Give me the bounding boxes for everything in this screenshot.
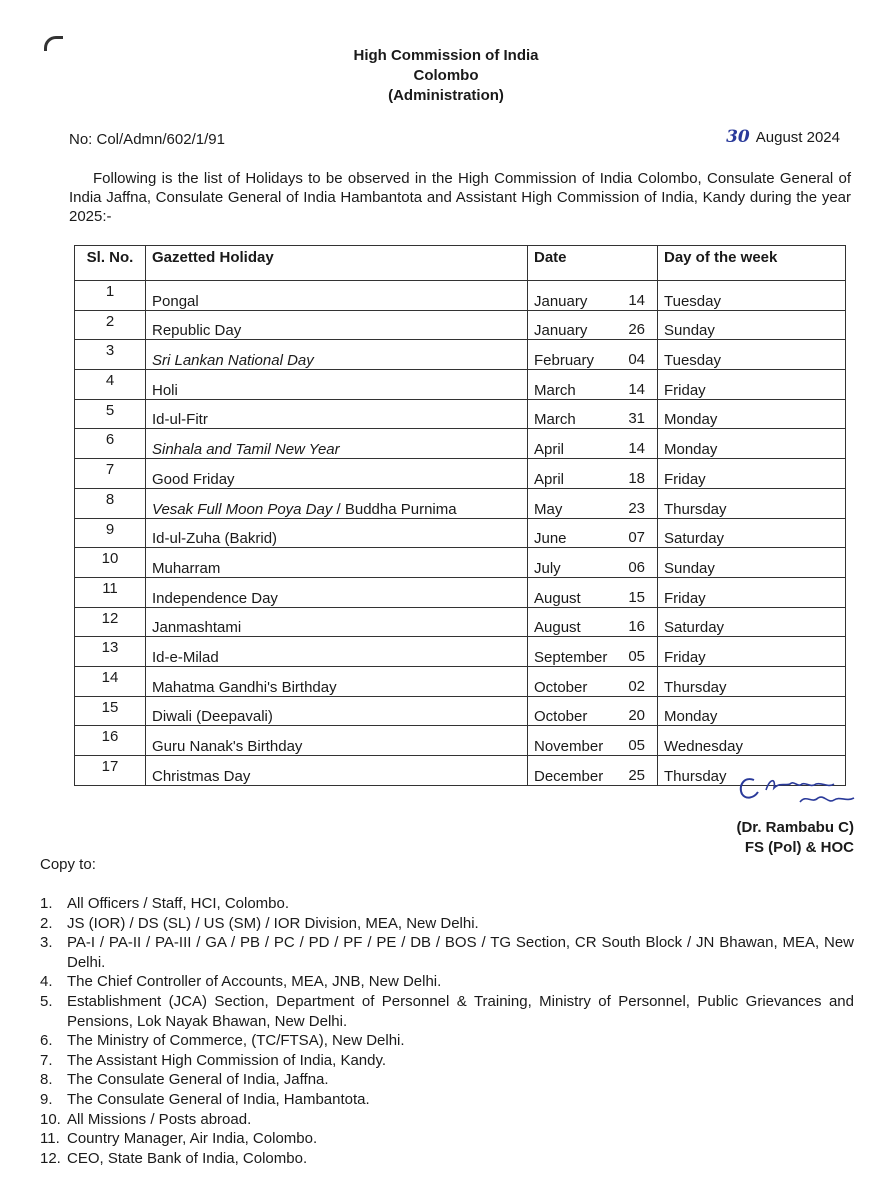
table-row	[75, 429, 846, 459]
cell-date	[528, 548, 658, 578]
date-day: 23	[628, 499, 645, 517]
date-month: June	[534, 530, 567, 548]
signatory	[736, 818, 854, 858]
list-item	[40, 1129, 854, 1149]
copy-to-list	[40, 894, 854, 1168]
cell-weekday: Friday	[658, 637, 846, 667]
table-row	[75, 340, 846, 370]
letterhead-line-1: High Commission of India	[353, 47, 539, 64]
date-month: January	[534, 292, 588, 310]
date-month: August	[534, 589, 581, 607]
cell-weekday: Saturday	[658, 607, 846, 637]
reference-number: No: Col/Admn/602/1/91	[69, 131, 225, 148]
cell-weekday: Sunday	[658, 548, 846, 578]
cell-holiday	[146, 637, 528, 667]
list-item-text: Country Manager, Air India, Colombo.	[67, 1130, 318, 1148]
list-item-text: CEO, State Bank of India, Colombo.	[67, 1149, 308, 1167]
cell-weekday: Friday	[658, 459, 846, 489]
holiday-name: Pongal	[152, 292, 199, 310]
cell-holiday	[146, 281, 528, 311]
cell-date	[528, 399, 658, 429]
signature	[736, 772, 866, 812]
holiday-name-italic: Sri Lankan National Day	[152, 352, 314, 370]
list-item-text: All Officers / Staff, HCI, Colombo.	[67, 895, 290, 912]
cell-weekday: Thursday	[658, 488, 846, 518]
date-month: October	[534, 678, 588, 696]
cell-holiday	[146, 310, 528, 340]
cell-holiday	[146, 548, 528, 578]
list-item	[40, 1051, 854, 1071]
cell-date	[528, 281, 658, 311]
list-item-number: 3.	[40, 934, 53, 952]
list-item-number: 11.	[40, 1130, 60, 1148]
cell-weekday: Tuesday	[658, 340, 846, 370]
table-row	[75, 459, 846, 489]
holiday-name-suffix: / Buddha Purnima	[332, 500, 457, 518]
date-day: 15	[628, 588, 645, 606]
table-row	[75, 488, 846, 518]
cell-weekday: Sunday	[658, 310, 846, 340]
cell-weekday: Thursday	[658, 756, 846, 786]
cell-date	[528, 459, 658, 489]
date-day: 16	[628, 618, 645, 636]
header-sl-no: Sl. No.	[75, 246, 146, 281]
table-row	[75, 577, 846, 607]
holiday-name: Republic Day	[152, 322, 242, 340]
cell-holiday	[146, 577, 528, 607]
cell-sl-no: 7	[75, 459, 146, 489]
date-month: March	[534, 381, 576, 399]
cell-holiday	[146, 370, 528, 400]
list-item	[40, 914, 854, 934]
cell-weekday: Friday	[658, 370, 846, 400]
list-item	[40, 894, 854, 914]
list-item	[40, 1090, 854, 1110]
cell-weekday: Thursday	[658, 666, 846, 696]
table-row	[75, 370, 846, 400]
list-item	[40, 972, 854, 992]
intro-paragraph: Following is the list of Holidays to be observed in the High Commission of India Colombo, Consulate General of India Jaffna, Consulate General of India Hambantota and Assistant High Commission of India, Kandy during the year 2025:-	[69, 170, 851, 225]
cell-sl-no: 6	[75, 429, 146, 459]
header-date: Date	[528, 246, 658, 281]
cell-sl-no: 4	[75, 370, 146, 400]
list-item-number: 8.	[40, 1071, 53, 1089]
cell-weekday: Tuesday	[658, 281, 846, 311]
table-row	[75, 696, 846, 726]
cell-sl-no: 12	[75, 607, 146, 637]
cell-date	[528, 696, 658, 726]
cell-holiday	[146, 756, 528, 786]
list-item-text: All Missions / Posts abroad.	[67, 1110, 252, 1128]
list-item-number: 12.	[40, 1149, 61, 1167]
list-item-number: 10.	[40, 1110, 61, 1128]
cell-weekday: Wednesday	[658, 726, 846, 756]
holiday-name: Diwali (Deepavali)	[152, 708, 273, 726]
cell-weekday: Friday	[658, 577, 846, 607]
cell-date	[528, 370, 658, 400]
cell-holiday	[146, 666, 528, 696]
date-month: December	[534, 767, 604, 785]
cell-date	[528, 637, 658, 667]
table-row	[75, 607, 846, 637]
handwritten-day: 30	[726, 127, 750, 147]
list-item-number: 2.	[40, 914, 53, 932]
table-row	[75, 399, 846, 429]
cell-sl-no: 9	[75, 518, 146, 548]
holiday-table	[74, 245, 846, 786]
date-month: August	[534, 619, 581, 637]
header-holiday: Gazetted Holiday	[146, 246, 528, 281]
cell-sl-no: 16	[75, 726, 146, 756]
list-item-number: 5.	[40, 992, 53, 1010]
list-item-text: The Chief Controller of Accounts, MEA, JNB, New Delhi.	[67, 973, 442, 991]
list-item-text: The Consulate General of India, Hambantota.	[67, 1090, 370, 1108]
holiday-name: Id-ul-Fitr	[152, 411, 208, 429]
list-item-text: The Ministry of Commerce, (TC/FTSA), New Delhi.	[67, 1032, 405, 1050]
cell-sl-no: 11	[75, 577, 146, 607]
cell-holiday	[146, 696, 528, 726]
date-day: 31	[628, 410, 645, 428]
holiday-name: Christmas Day	[152, 767, 251, 785]
letterhead-line-2: Colombo	[413, 67, 479, 84]
cell-weekday: Saturday	[658, 518, 846, 548]
list-item-number: 6.	[40, 1032, 53, 1050]
date-day: 06	[628, 558, 645, 576]
copy-to-heading: Copy to:	[40, 856, 96, 873]
date-month-year: August 2024	[755, 129, 840, 146]
cell-holiday	[146, 726, 528, 756]
date-day: 14	[628, 291, 645, 309]
table-row	[75, 281, 846, 311]
cell-weekday: Monday	[658, 399, 846, 429]
list-item-text: The Consulate General of India, Jaffna.	[67, 1071, 329, 1089]
signatory-title: FS (Pol) & HOC	[744, 839, 854, 856]
table-row	[75, 310, 846, 340]
date-day: 25	[628, 766, 645, 784]
cell-sl-no: 5	[75, 399, 146, 429]
list-item-number: 7.	[40, 1051, 53, 1069]
holiday-name: Janmashtami	[152, 619, 242, 637]
cell-sl-no: 3	[75, 340, 146, 370]
list-item	[40, 1031, 854, 1051]
cell-holiday	[146, 459, 528, 489]
list-item	[40, 992, 854, 1031]
letterhead	[0, 46, 892, 106]
holiday-name: Muharram	[152, 559, 221, 577]
list-item	[40, 1070, 854, 1090]
holiday-name: Good Friday	[152, 470, 235, 488]
holiday-name: Id-e-Milad	[152, 648, 219, 666]
cell-date	[528, 518, 658, 548]
list-item-number: 4.	[40, 973, 53, 991]
cell-holiday	[146, 429, 528, 459]
list-item-number: 9.	[40, 1090, 53, 1108]
holiday-name-italic: Sinhala and Tamil New Year	[152, 441, 340, 459]
date-day: 18	[628, 469, 645, 487]
cell-date	[528, 340, 658, 370]
table-row	[75, 726, 846, 756]
date-day: 20	[628, 707, 645, 725]
cell-weekday: Monday	[658, 696, 846, 726]
list-item	[40, 1110, 854, 1130]
holiday-name: Guru Nanak's Birthday	[152, 738, 303, 755]
cell-sl-no: 8	[75, 488, 146, 518]
date-month: April	[534, 470, 565, 488]
cell-holiday	[146, 340, 528, 370]
table-row	[75, 666, 846, 696]
date-month: July	[534, 559, 561, 577]
holiday-name: Id-ul-Zuha (Bakrid)	[152, 530, 278, 548]
cell-date	[528, 756, 658, 786]
letterhead-line-3: (Administration)	[388, 87, 504, 104]
cell-sl-no: 10	[75, 548, 146, 578]
cell-date	[528, 310, 658, 340]
table-row	[75, 637, 846, 667]
signatory-name: (Dr. Rambabu C)	[736, 819, 854, 836]
cell-date	[528, 607, 658, 637]
date-month: October	[534, 708, 588, 726]
table-header-row	[75, 246, 846, 281]
cell-holiday	[146, 399, 528, 429]
cell-sl-no: 14	[75, 666, 146, 696]
date-month: November	[534, 738, 604, 755]
cell-holiday	[146, 607, 528, 637]
date-day: 04	[628, 351, 645, 369]
table-row	[75, 548, 846, 578]
list-item-text: Establishment (JCA) Section, Department of Personnel & Training, Ministry of Personnel, Public Grievances and Pensions, Lok Nayak Bhawan, New Delhi.	[67, 992, 854, 1030]
holiday-name-italic: Vesak Full Moon Poya Day	[152, 500, 333, 518]
date-day: 05	[628, 737, 645, 754]
date-month: May	[534, 500, 563, 518]
cell-sl-no: 2	[75, 310, 146, 340]
holiday-name: Holi	[152, 381, 178, 399]
cell-date	[528, 429, 658, 459]
list-item	[40, 933, 854, 972]
cell-sl-no: 1	[75, 281, 146, 311]
date-day: 14	[628, 440, 645, 458]
list-item-text: JS (IOR) / DS (SL) / US (SM) / IOR Division, MEA, New Delhi.	[67, 914, 479, 932]
cell-weekday: Monday	[658, 429, 846, 459]
date-day: 02	[628, 677, 645, 695]
date-day: 05	[628, 647, 645, 665]
date-month: September	[534, 648, 608, 666]
date-month: February	[534, 352, 595, 370]
table-row	[75, 518, 846, 548]
cell-sl-no: 15	[75, 696, 146, 726]
holiday-name: Mahatma Gandhi's Birthday	[152, 678, 337, 696]
list-item-number: 1.	[40, 895, 53, 912]
date-month: April	[534, 441, 565, 459]
list-item-text: PA-I / PA-II / PA-III / GA / PB / PC / PD / PF / PE / DB / BOS / TG Section, CR South Block / JN Bhawan, MEA, New Delhi.	[67, 934, 854, 971]
date-day: 14	[628, 380, 645, 398]
date-day: 26	[628, 321, 645, 339]
date-day: 07	[628, 529, 645, 547]
cell-holiday	[146, 518, 528, 548]
cell-sl-no: 17	[75, 756, 146, 786]
header-weekday: Day of the week	[658, 246, 846, 281]
cell-holiday	[146, 488, 528, 518]
table-row	[75, 756, 846, 786]
date-month: January	[534, 322, 588, 340]
holiday-name: Independence Day	[152, 589, 278, 607]
cell-date	[528, 726, 658, 756]
date-month: March	[534, 411, 576, 429]
cell-date	[528, 577, 658, 607]
list-item-text: The Assistant High Commission of India, Kandy.	[67, 1051, 387, 1069]
cell-date	[528, 666, 658, 696]
cell-sl-no: 13	[75, 637, 146, 667]
cell-date	[528, 488, 658, 518]
letter-date	[726, 127, 840, 147]
list-item	[40, 1149, 854, 1169]
